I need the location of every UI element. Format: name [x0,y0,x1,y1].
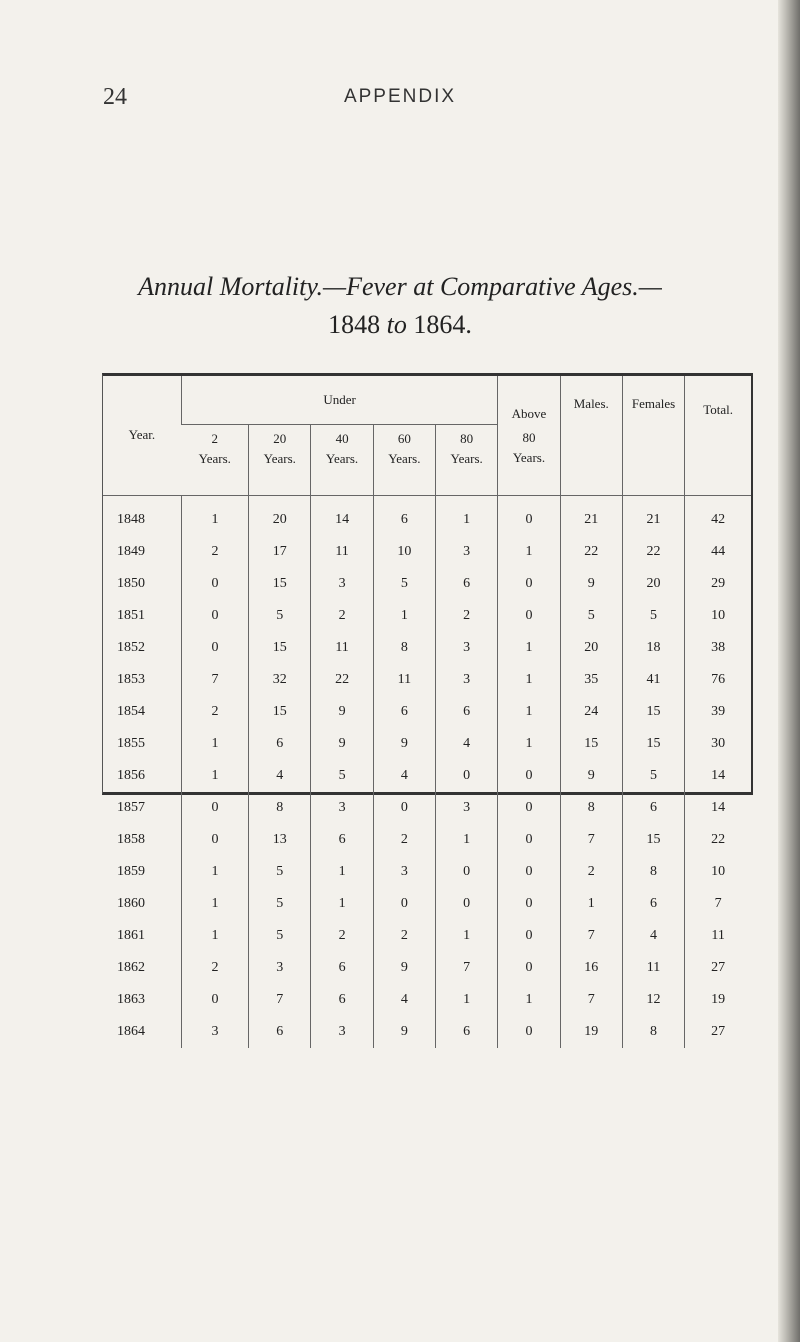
table-row [103,856,751,888]
cell-year: 1856 [117,767,145,783]
cell-year: 1860 [117,895,145,911]
cell-under-2: 0 [181,824,248,856]
cell-under-60: 6 [373,696,435,728]
age-20-unit: Years. [263,450,296,466]
cell-above-80: 0 [498,495,560,536]
cell-under-40: 9 [311,696,373,728]
cell-under-20: 3 [249,952,311,984]
cell-males: 21 [560,495,622,536]
cell-under-2: 2 [181,696,248,728]
table-row [103,888,751,920]
cell-under-40: 1 [311,888,373,920]
cell-year: 1851 [117,607,145,623]
page-header [0,84,800,124]
cell-females: 5 [622,760,684,792]
age-60-num: 60 [397,430,411,446]
cell-under-80: 3 [435,664,497,696]
cell-total: 44 [685,536,751,568]
cell-under-2: 0 [181,568,248,600]
cell-above-80: 0 [498,568,560,600]
cell-under-2: 0 [181,792,248,824]
cell-under-20: 4 [249,760,311,792]
cell-males: 7 [560,824,622,856]
cell-females: 22 [622,536,684,568]
cell-total: 30 [685,728,751,760]
age-60-unit: Years. [388,450,421,466]
table-row [103,495,751,536]
cell-year: 1853 [117,671,145,687]
cell-under-2: 1 [181,920,248,952]
cell-under-40: 3 [311,568,373,600]
cell-under-80: 2 [435,600,497,632]
cell-females: 5 [622,600,684,632]
cell-under-60: 11 [373,664,435,696]
cell-under-2: 7 [181,664,248,696]
cell-under-40: 6 [311,952,373,984]
cell-under-60: 2 [373,824,435,856]
cell-under-20: 15 [249,632,311,664]
table-title [0,268,800,344]
cell-males: 7 [560,984,622,1016]
cell-under-60: 0 [373,888,435,920]
cell-under-60: 10 [373,536,435,568]
cell-females: 6 [622,792,684,824]
cell-above-80: 0 [498,600,560,632]
cell-above-80: 0 [498,856,560,888]
cell-under-20: 5 [249,856,311,888]
cell-under-40: 22 [311,664,373,696]
cell-total: 42 [685,495,751,536]
cell-under-40: 9 [311,728,373,760]
above-80-num: 80 [522,430,536,445]
table-row [103,920,751,952]
cell-females: 21 [622,495,684,536]
cell-under-2: 1 [181,888,248,920]
cell-under-40: 3 [311,1016,373,1048]
cell-under-60: 9 [373,1016,435,1048]
cell-year: 1857 [117,799,145,815]
cell-year: 1849 [117,543,145,559]
cell-above-80: 1 [498,728,560,760]
cell-males: 15 [560,728,622,760]
header-above: Above [498,376,560,424]
table-row [103,568,751,600]
header-age-80 [435,424,497,495]
cell-above-80: 1 [498,664,560,696]
cell-year: 1861 [117,927,145,943]
cell-under-40: 5 [311,760,373,792]
cell-males: 16 [560,952,622,984]
header-year: Year. [128,427,156,443]
cell-above-80: 0 [498,920,560,952]
cell-males: 9 [560,568,622,600]
cell-above-80: 1 [498,632,560,664]
cell-males: 24 [560,696,622,728]
cell-under-80: 3 [435,632,497,664]
cell-under-2: 3 [181,1016,248,1048]
cell-under-2: 1 [181,495,248,536]
header-males: Males. [560,376,622,495]
cell-females: 12 [622,984,684,1016]
cell-under-80: 1 [435,824,497,856]
cell-total: 10 [685,856,751,888]
cell-under-20: 13 [249,824,311,856]
cell-under-40: 6 [311,824,373,856]
cell-total: 14 [685,760,751,792]
mortality-table [103,376,751,1048]
table-row [103,952,751,984]
cell-under-20: 15 [249,696,311,728]
above-80-unit: Years. [512,450,546,465]
age-2-unit: Years. [198,450,231,466]
title-year-end: 1864. [413,310,472,339]
table-body [103,495,751,1048]
age-80-unit: Years. [450,450,483,466]
cell-females: 8 [622,1016,684,1048]
cell-under-60: 6 [373,495,435,536]
cell-under-40: 2 [311,920,373,952]
cell-under-80: 7 [435,952,497,984]
cell-under-80: 0 [435,760,497,792]
cell-males: 20 [560,632,622,664]
header-age-40 [311,424,373,495]
cell-males: 19 [560,1016,622,1048]
cell-total: 38 [685,632,751,664]
cell-under-60: 3 [373,856,435,888]
cell-under-2: 1 [181,856,248,888]
title-line-1: Annual Mortality.—Fever at Comparative Ages.— [138,272,662,301]
cell-above-80: 0 [498,792,560,824]
cell-under-20: 6 [249,728,311,760]
cell-above-80: 0 [498,952,560,984]
cell-year: 1864 [117,1023,145,1039]
cell-under-40: 3 [311,792,373,824]
cell-under-20: 5 [249,920,311,952]
cell-under-2: 1 [181,728,248,760]
table-row [103,536,751,568]
cell-under-60: 4 [373,760,435,792]
cell-year: 1859 [117,863,145,879]
cell-under-20: 5 [249,888,311,920]
cell-males: 7 [560,920,622,952]
cell-year: 1855 [117,735,145,751]
cell-males: 22 [560,536,622,568]
cell-females: 11 [622,952,684,984]
cell-under-80: 3 [435,536,497,568]
cell-females: 8 [622,856,684,888]
cell-females: 41 [622,664,684,696]
cell-under-40: 2 [311,600,373,632]
running-head: APPENDIX [343,86,457,107]
cell-females: 18 [622,632,684,664]
age-2-num: 2 [211,430,218,446]
table-row [103,1016,751,1048]
table-row [103,600,751,632]
cell-under-2: 1 [181,760,248,792]
age-40-num: 40 [335,430,349,446]
cell-above-80: 1 [498,984,560,1016]
cell-under-60: 0 [373,792,435,824]
cell-under-2: 2 [181,536,248,568]
cell-under-2: 0 [181,984,248,1016]
cell-under-2: 0 [181,632,248,664]
cell-total: 14 [685,792,751,824]
cell-above-80: 0 [498,888,560,920]
title-to: to [386,310,407,339]
cell-under-20: 7 [249,984,311,1016]
cell-under-80: 1 [435,495,497,536]
table-row [103,984,751,1016]
cell-under-20: 5 [249,600,311,632]
table-row [103,728,751,760]
age-40-unit: Years. [325,450,359,466]
cell-males: 5 [560,600,622,632]
cell-under-20: 17 [249,536,311,568]
page-edge-shadow [778,0,800,1342]
cell-females: 20 [622,568,684,600]
cell-year: 1862 [117,959,145,975]
cell-under-2: 2 [181,952,248,984]
cell-above-80: 0 [498,760,560,792]
cell-under-80: 6 [435,696,497,728]
header-age-2 [181,424,248,495]
cell-above-80: 0 [498,1016,560,1048]
cell-under-20: 32 [249,664,311,696]
cell-females: 15 [622,728,684,760]
cell-total: 19 [685,984,751,1016]
cell-females: 15 [622,696,684,728]
cell-total: 27 [685,952,751,984]
cell-males: 1 [560,888,622,920]
cell-total: 27 [685,1016,751,1048]
header-under: Under [181,376,497,424]
cell-females: 6 [622,888,684,920]
cell-males: 2 [560,856,622,888]
cell-females: 4 [622,920,684,952]
cell-above-80: 1 [498,536,560,568]
header-age-60 [373,424,435,495]
cell-under-40: 14 [311,495,373,536]
cell-total: 22 [685,824,751,856]
cell-under-60: 1 [373,600,435,632]
cell-males: 35 [560,664,622,696]
age-80-num: 80 [460,430,474,446]
cell-under-60: 2 [373,920,435,952]
cell-under-60: 8 [373,632,435,664]
table-row [103,664,751,696]
header-above-80 [498,424,560,495]
header-females: Females [622,376,684,495]
title-line-2 [0,306,800,344]
cell-under-2: 0 [181,600,248,632]
cell-year: 1863 [117,991,145,1007]
table-row [103,760,751,792]
cell-year: 1850 [117,575,145,591]
cell-year: 1854 [117,703,145,719]
cell-under-80: 6 [435,568,497,600]
cell-under-40: 11 [311,632,373,664]
cell-under-60: 9 [373,952,435,984]
cell-males: 9 [560,760,622,792]
cell-under-40: 1 [311,856,373,888]
cell-under-40: 6 [311,984,373,1016]
cell-females: 15 [622,824,684,856]
cell-under-60: 9 [373,728,435,760]
cell-males: 8 [560,792,622,824]
cell-under-60: 5 [373,568,435,600]
cell-under-80: 3 [435,792,497,824]
cell-total: 29 [685,568,751,600]
cell-under-80: 1 [435,920,497,952]
cell-under-80: 4 [435,728,497,760]
cell-total: 10 [685,600,751,632]
table-head [103,376,751,495]
cell-total: 7 [685,888,751,920]
cell-under-80: 0 [435,856,497,888]
table-row [103,824,751,856]
age-20-num: 20 [273,430,287,446]
cell-above-80: 1 [498,696,560,728]
cell-under-20: 15 [249,568,311,600]
header-total: Total. [685,376,751,495]
cell-under-60: 4 [373,984,435,1016]
cell-total: 76 [685,664,751,696]
cell-under-20: 8 [249,792,311,824]
table-row [103,792,751,824]
cell-under-40: 11 [311,536,373,568]
cell-above-80: 0 [498,824,560,856]
cell-year: 1848 [117,511,145,527]
header-age-20 [249,424,311,495]
table-row [103,696,751,728]
cell-under-80: 6 [435,1016,497,1048]
cell-under-20: 20 [249,495,311,536]
cell-year: 1858 [117,831,145,847]
mortality-table-frame [102,373,753,1039]
table-row [103,632,751,664]
cell-under-20: 6 [249,1016,311,1048]
cell-total: 11 [685,920,751,952]
cell-total: 39 [685,696,751,728]
cell-year: 1852 [117,639,145,655]
cell-under-80: 1 [435,984,497,1016]
title-year-start: 1848 [328,310,381,339]
cell-under-80: 0 [435,888,497,920]
page-number: 24 [103,84,127,110]
